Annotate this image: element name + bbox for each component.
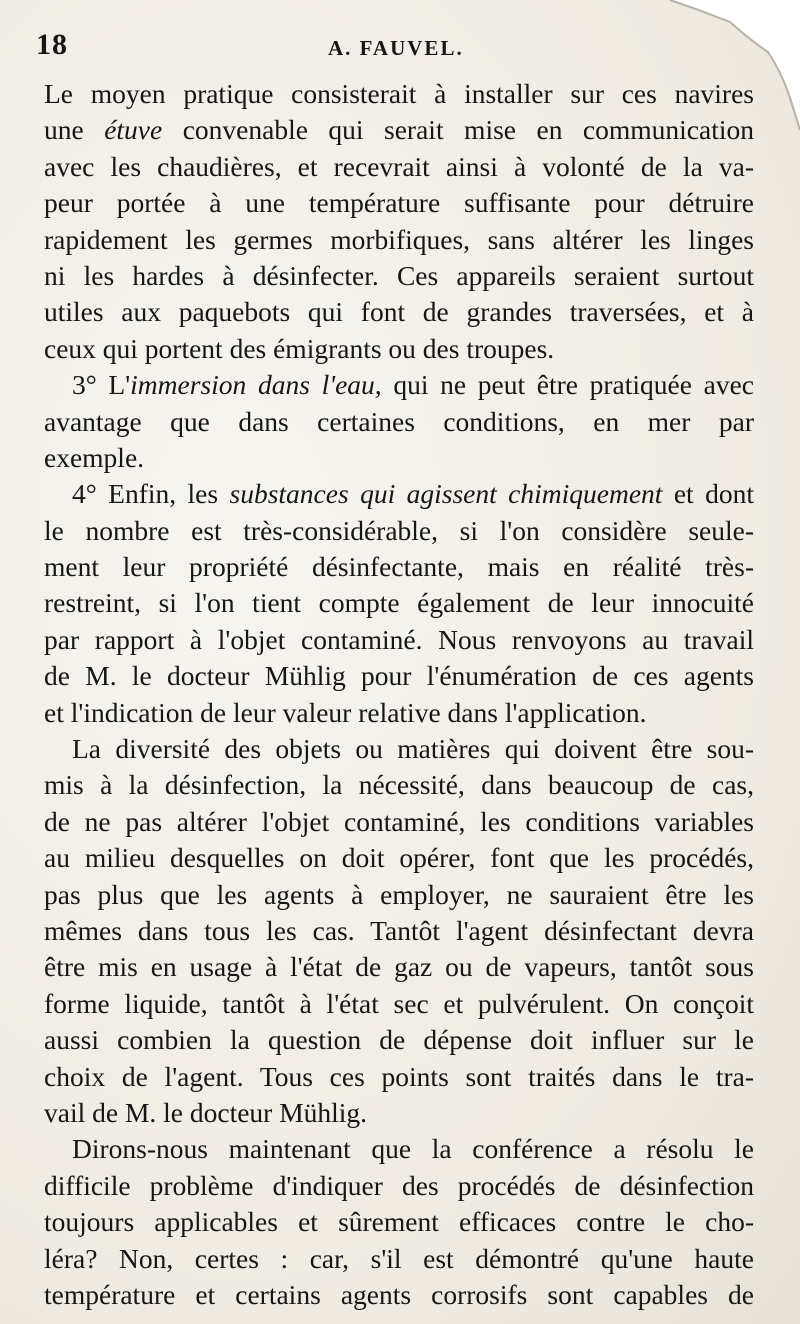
text-line <box>44 1204 754 1240</box>
text-run: difficile problème d'indiquer des procédés de désinfection <box>44 1169 754 1201</box>
text-run: ceux qui portent des émigrants ou des troupes. <box>44 332 555 364</box>
italic-run: substances qui agissent chimiquement <box>229 478 663 510</box>
running-head: A. FAUVEL. <box>328 36 464 60</box>
text-run: être mis en usage à l'état de gaz ou de vapeurs, tantôt sous <box>44 951 754 983</box>
text-line <box>44 294 754 330</box>
text-run: avantage que dans certaines conditions, en mer par <box>44 405 754 437</box>
text-run: ment leur propriété désinfectante, mais en réalité très- <box>44 551 754 583</box>
text-run: peur portée à une température suffisante pour détruire <box>44 187 754 219</box>
text-run: au milieu desquelles on doit opérer, font que les procédés, <box>44 842 754 874</box>
italic-run: immersion dans l'eau, <box>130 369 382 401</box>
text-run: rapidement les germes morbifiques, sans altérer les linges <box>44 223 754 255</box>
text-line <box>44 949 754 985</box>
body-text <box>44 76 754 1313</box>
text-line <box>44 767 754 803</box>
text-line <box>44 331 754 367</box>
text-run: mis à la désinfection, la nécessité, dans beaucoup de cas, <box>44 769 754 801</box>
text-run: une <box>44 114 105 146</box>
text-line <box>44 840 754 876</box>
text-run: 3° L' <box>72 369 131 401</box>
text-line <box>44 476 754 512</box>
text-run: pas plus que les agents à employer, ne sauraient être les <box>44 878 754 910</box>
text-run: Le moyen pratique consisterait à installer sur ces navires <box>44 78 754 109</box>
text-line <box>44 222 754 258</box>
text-line <box>44 76 754 112</box>
italic-run: étuve <box>104 114 163 146</box>
text-line <box>44 440 754 476</box>
text-run: toujours applicables et sûrement efficaces contre le cho- <box>44 1206 754 1238</box>
text-run: par rapport à l'objet contaminé. Nous renvoyons au travail <box>44 623 754 655</box>
text-run: 4° Enfin, les <box>72 478 230 510</box>
text-run: convenable qui serait mise en communication <box>162 114 754 146</box>
text-line <box>44 986 754 1022</box>
text-run: le nombre est très-considérable, si l'on considère seule- <box>44 514 754 546</box>
text-run: choix de l'agent. Tous ces points sont traités dans le tra- <box>44 1060 754 1092</box>
text-run: exemple. <box>44 441 145 473</box>
text-line <box>44 804 754 840</box>
text-line <box>44 731 754 767</box>
text-run: forme liquide, tantôt à l'état sec et pulvérulent. On conçoit <box>44 987 754 1019</box>
text-line <box>44 622 754 658</box>
text-run: La diversité des objets ou matières qui doivent être sou- <box>72 733 754 765</box>
text-line <box>44 1059 754 1095</box>
text-line <box>44 112 754 148</box>
text-line <box>44 658 754 694</box>
text-line <box>44 549 754 585</box>
text-run: qui ne peut être pratiquée avec <box>381 369 754 401</box>
text-run: restreint, si l'on tient compte également de leur innocuité <box>44 587 754 619</box>
text-run: léra? Non, certes : car, s'il est démontré qu'une haute <box>44 1242 754 1274</box>
text-run: vail de M. le docteur Mühlig. <box>44 1096 368 1128</box>
text-run: Dirons-nous maintenant que la conférence a résolu le <box>72 1133 754 1165</box>
text-line <box>44 258 754 294</box>
text-run: avec les chaudières, et recevrait ainsi à volonté de la va- <box>44 150 754 182</box>
text-line <box>44 404 754 440</box>
text-line <box>44 1277 754 1313</box>
text-line <box>44 1131 754 1167</box>
text-line <box>44 149 754 185</box>
page-header <box>36 28 740 68</box>
text-line <box>44 1168 754 1204</box>
text-run: et l'indication de leur valeur relative dans l'application. <box>44 696 647 728</box>
text-run: aussi combien la question de dépense doit influer sur le <box>44 1024 754 1056</box>
text-line <box>44 513 754 549</box>
text-line <box>44 1022 754 1058</box>
text-run: ni les hardes à désinfecter. Ces appareils seraient surtout <box>44 259 754 291</box>
text-line <box>44 913 754 949</box>
text-run: mêmes dans tous les cas. Tantôt l'agent désinfectant devra <box>44 914 754 946</box>
text-run: de M. le docteur Mühlig pour l'énumération de ces agents <box>44 660 754 692</box>
text-run: utiles aux paquebots qui font de grandes traversées, et à <box>44 296 754 328</box>
text-line <box>44 877 754 913</box>
text-line <box>44 185 754 221</box>
text-line <box>44 695 754 731</box>
text-run: et dont <box>662 478 754 510</box>
text-line <box>44 585 754 621</box>
text-run: température et certains agents corrosifs sont capables de <box>44 1278 754 1310</box>
text-run: de ne pas altérer l'objet contaminé, les conditions variables <box>44 805 754 837</box>
page-number: 18 <box>36 28 68 61</box>
text-line <box>44 367 754 403</box>
text-line <box>44 1095 754 1131</box>
text-line <box>44 1241 754 1277</box>
